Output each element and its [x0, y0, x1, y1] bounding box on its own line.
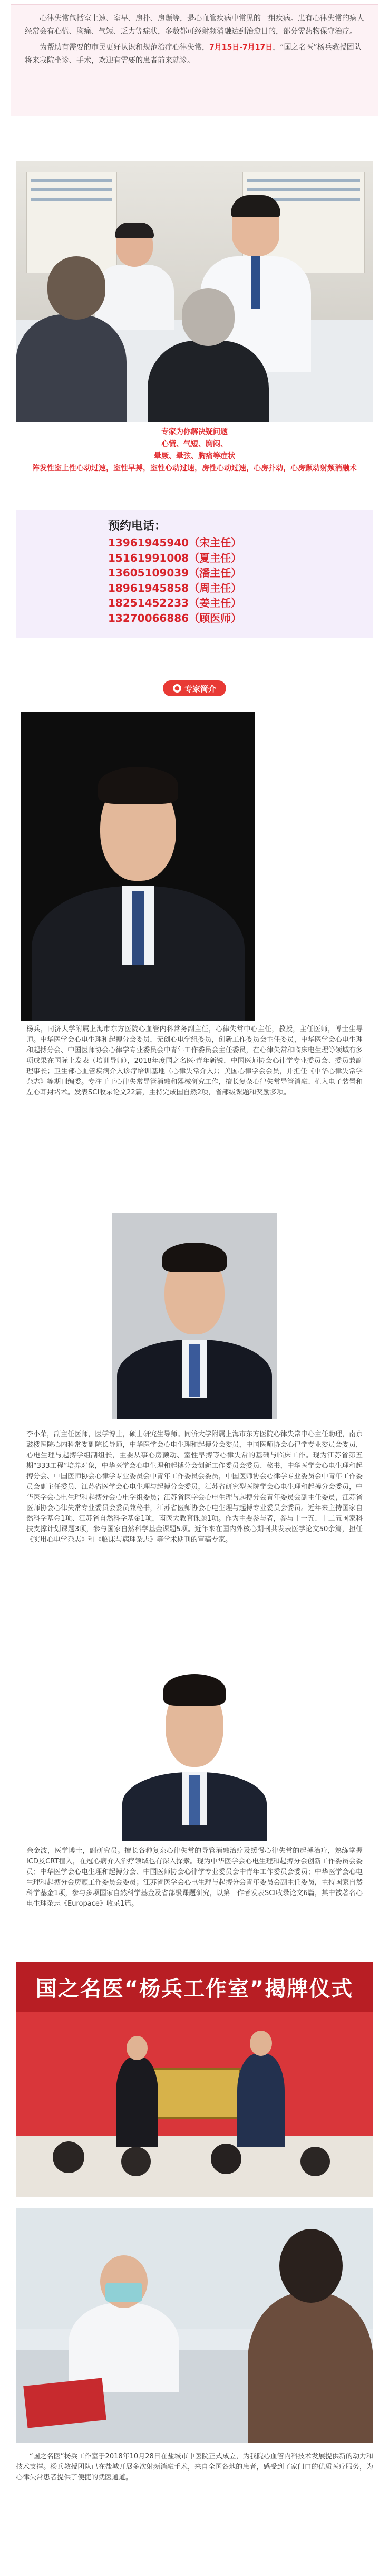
services-line-1: 专家为你解决疑问题: [161, 428, 228, 436]
intro-date-highlight: 7月15日-7月17日: [209, 43, 273, 52]
services-text: [11, 426, 378, 475]
intro-paragraph-2: [25, 41, 364, 67]
phone-number[interactable]: 18961945858（周主任）: [108, 581, 242, 594]
expert-3-portrait: [117, 1651, 272, 1841]
clinic-photo: [16, 2208, 373, 2443]
ceremony-banner: 国之名医“杨兵工作室”揭牌仪式: [16, 1962, 373, 2012]
services-line-2: 心慌、气短、胸闷、: [161, 440, 228, 448]
expert-1-portrait: [21, 712, 255, 1021]
phone-number[interactable]: 13961945940（宋主任）: [108, 536, 242, 549]
expert-2-portrait: [112, 1213, 277, 1419]
clinic-patient-figure: [248, 2229, 373, 2443]
expert-1-bio: 杨兵，同济大学附属上海市东方医院心血管内科常务副主任，心律失常中心主任，教授，主任医师，博士生导师。中华医学会心电生理和起搏分会委员，无创心电学组委员，创新工作委员会主任委员，中华医学会心电生理和起搏分会、中国医师协会心律学专业委员会中青年工作委员会主任委员，在心律失常和临床电生理等领域有多项成果在国际上发表（培训导师），2018年度国之名医·青年新锐，中国医师协会心律学专业委员会、委员兼副理事长；卫生部心血管疾病介入诊疗培训基地（心律失常介入）；美国心律学会会员，并担任《中华心律失常学杂志》等期刊编委。专注于于心律失常导管消融和器械研究工作，擅长复杂心律失常导管消融、植入电子装置和左心耳封堵术。发表SCI收录论文22篇，主持完成国自然2项，省部级课题和奖励多项。: [26, 1025, 363, 1097]
expert-2-bio: 李小荣，副主任医师，医学博士，硕士研究生导师。同济大学附属上海市东方医院心律失常中心主任助理，南京鼓楼医院心内科常委副院长导师，中华医学会心电生理和起搏分会委员，中国医师协会心律学专业委员会委员，心电生理与起搏学组副组长，主要从事心房颤动、室性早搏等心律失常的基础与临床工作。现为江苏省第五期“333工程”培养对象，中华医学会心电生理和起搏分会创新工作委员会委员、秘书，中华医学会心电生理和起搏分会、中国医师协会心律学专业委员会中青年工作委员会委员，中国医师协会心律学专业委员会中青年工作委员会副主任委员、江苏省医学会心电生理与起搏分会委员，江苏省研究型医院学会心电生理和起搏分会委员，中华医学会心电生理和起搏分会心电学组委员；江苏省医学会心电生理与起搏分会青年委员会副主任委员，江苏省医师协会心律失常专业委员会委员兼秘书，江苏省医师协会心电生理与起搏专业委员会委员。近年来主持国家自然科学基金1项、江苏省自然科学基金1项，南医大教育课题1项。作为主要参与者，参与十一五、十二五国家科技支撑计划课题3项，参与国家自然科学基金课题5项。近年来在国内外核心期刊共发表医学论文50余篇，担任《实用心电学杂志》和《临床与病理杂志》等学术期刊的审稿专家。: [26, 1430, 363, 1544]
clinic-red-sign: [23, 2378, 106, 2428]
intro-box: [11, 4, 378, 116]
phones-title: 预约电话：: [108, 520, 167, 533]
badge-label: 专家简介: [184, 684, 216, 694]
consultation-photo: [16, 161, 373, 422]
ceremony-plaque: [148, 2068, 241, 2119]
intro-paragraph-2-suffix: ，“国之名医”杨兵教授团队将来我院坐诊、手术，欢迎有需要的患者前来就诊。: [25, 43, 362, 65]
phone-number[interactable]: 13270066886（顾医师）: [108, 611, 242, 624]
badge-dot-icon: ●: [173, 684, 181, 693]
ceremony-photo: [16, 1962, 373, 2197]
phone-number[interactable]: 18251452233（姜主任）: [108, 597, 242, 609]
intro-paragraph-2-prefix: 为帮助有需要的市民更好认识和规范治疗心律失常，: [40, 43, 209, 52]
services-line-4: 阵发性室上性心动过速，室性早搏，室性心动过速，房性心动过速，心房扑动，心房颤动射频消融术: [32, 464, 357, 473]
ceremony-person-right: [237, 2031, 285, 2147]
closing-paragraph: “国之名医”杨兵工作室于2018年10月28日在盐城市中医院正式成立，为我院心血管内科技术发展提供新的动力和技术支撑。杨兵教授团队已在盐城开展多次射频消融手术，来自全国各地的患者，感受到了家门口的优质医疗服务，为心律失常患者提供了便捷的就医通道。: [16, 2453, 373, 2482]
services-line-3: 晕厥、晕弦、胸痛等症状: [154, 452, 235, 460]
appointment-phones-box: [16, 510, 373, 638]
ceremony-audience: [37, 2131, 353, 2197]
phone-number[interactable]: 13605109039（潘主任）: [108, 566, 242, 579]
patient-figure-center: [148, 288, 269, 422]
patient-figure-left: [16, 256, 127, 422]
intro-paragraph-1: 心律失常包括室上速、室早、房扑、房颤等，是心血管疾病中常见的一组疾病。患有心律失常的病人经常会有心慌、胸痛、气短、乏力等症状，多数都可经射频消融达到治愈目的，部分需药物保守治疗。: [25, 14, 364, 36]
ceremony-person-left: [116, 2036, 158, 2147]
expert-intro-badge: [163, 680, 226, 696]
clinic-doctor-figure: [69, 2255, 179, 2392]
expert-3-bio: 余金波，医学博士，副研究员。擅长各种复杂心律失常的导管消融治疗及缓慢心律失常的起搏治疗，熟练掌握ICD及CRT植入，在冠心病介入治疗领域也有深入探索。现为中华医学会心电生理和起搏分会创新工作委员会委员；中华医学会心电生理和起搏分会、中国医师协会心律学专业委员会中青年工作委员会委员；中华医学会心电生理和起搏分会房颤工作委员会委员；江苏省医学会心电生理与起搏分会青年委员会副主任委员，主持国家自然科学基金1项，参与多项国家自然科学基金及省部级课题研究，以第一作者发表SCI收录论文6篇，其中被著名心电生理杂志《Europace》收录1篇。: [26, 1847, 363, 1908]
phone-number[interactable]: 15161991008（夏主任）: [108, 551, 242, 564]
